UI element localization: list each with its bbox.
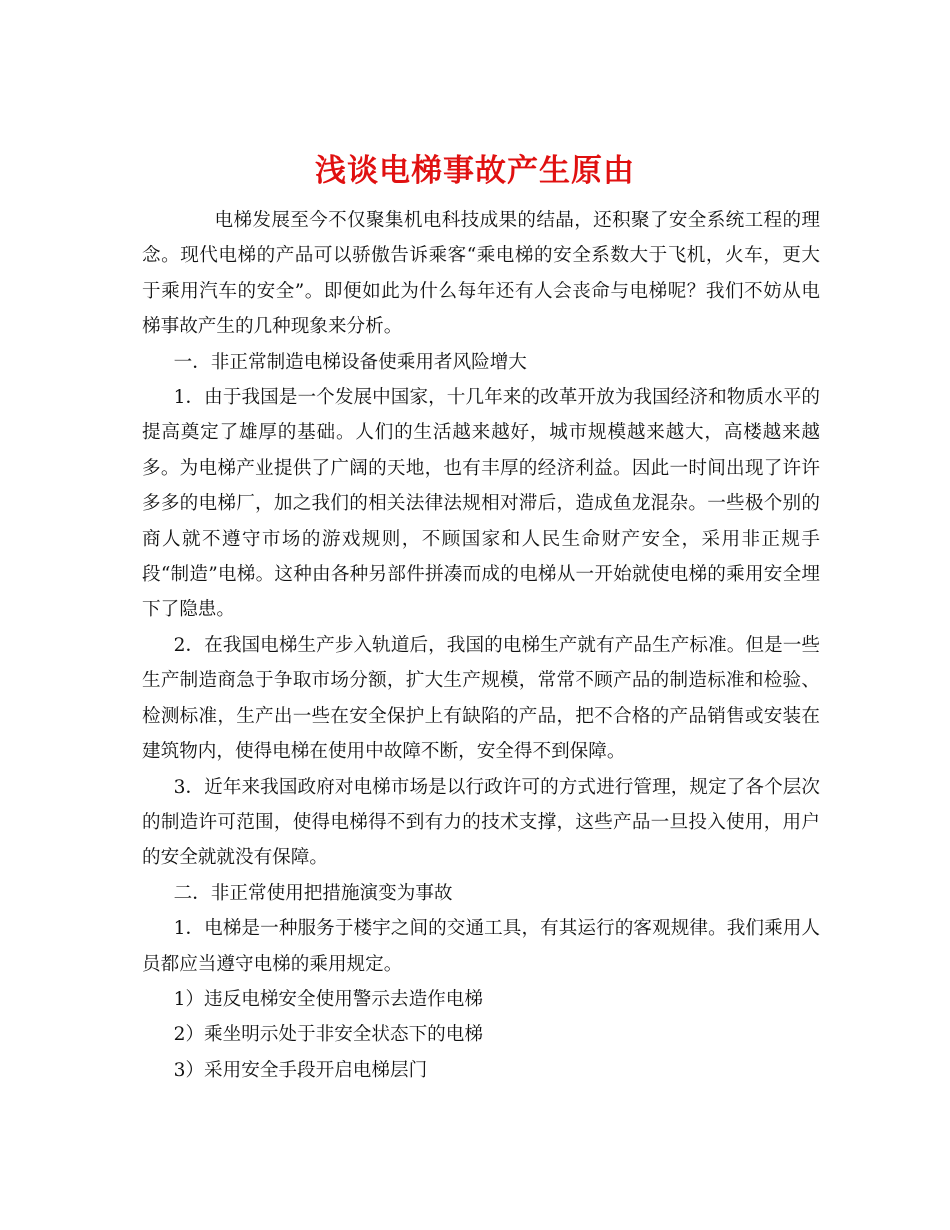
section-heading-1: 一．非正常制造电梯设备使乘用者风险增大: [173, 351, 527, 373]
paragraph-1-3: 3．近年来我国政府对电梯市场是以行政许可的方式进行管理，规定了各个层次的制造许可范围，使得电梯得不到有力的技术支撑，这些产品一旦投入使用，用户的安全就就没有保障。: [142, 776, 820, 869]
paragraph-1-1: 1．由于我国是一个发展中国家，十几年来的改革开放为我国经济和物质水平的提高奠定了雄厚的基础。人们的生活越来越好，城市规模越来越大，高楼越来越多。为电梯产业提供了广阔的天地，也有丰厚的经济利益。因此一时间出现了许许多多的电梯厂，加之我们的相关法律法规相对滞后，造成鱼龙混杂。一些极个别的商人就不遵守市场的游戏规则，不顾国家和人民生命财产安全，采用非正规手段“制造”电梯。这种由各种另部件拼凑而成的电梯从一开始就使电梯的乘用安全埋下了隐患。: [142, 387, 820, 621]
page-title: 浅谈电梯事故产生原由: [315, 152, 635, 189]
list-item: 3）采用安全手段开启电梯层门: [173, 1059, 428, 1081]
intro-paragraph: 电梯发展至今不仅聚集机电科技成果的结晶，还积聚了安全系统工程的理念。现代电梯的产品可以骄傲告诉乘客“乘电梯的安全系数大于飞机，火车，更大于乘用汽车的安全”。即便如此为什么每年还有人会丧命与电梯呢？我们不妨从电梯事故产生的几种现象来分析。: [142, 210, 820, 338]
list-item: 2）乘坐明示处于非安全状态下的电梯: [173, 1024, 483, 1046]
section-heading-2: 二．非正常使用把措施演变为事故: [173, 882, 453, 904]
document-body: [142, 203, 820, 1088]
paragraph-1-2: 2．在我国电梯生产步入轨道后，我国的电梯生产就有产品生产标准。但是一些生产制造商急于争取市场分额，扩大生产规模，常常不顾产品的制造标准和检验、检测标准，生产出一些在安全保护上有缺陷的产品，把不合格的产品销售或安装在建筑物内，使得电梯在使用中故障不断，安全得不到保障。: [142, 634, 820, 763]
list-item: 1）违反电梯安全使用警示去造作电梯: [173, 988, 483, 1010]
paragraph-2-1: 1．电梯是一种服务于楼宇之间的交通工具，有其运行的客观规律。我们乘用人员都应当遵守电梯的乘用规定。: [142, 918, 820, 975]
